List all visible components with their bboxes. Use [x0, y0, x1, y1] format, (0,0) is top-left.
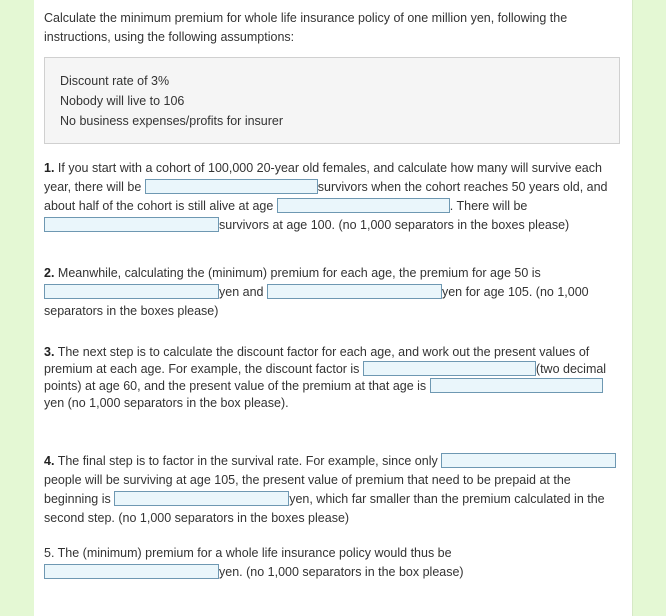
question-number: 3. [44, 345, 55, 359]
question-text: The final step is to factor in the survival rate. For example, since only [57, 454, 438, 468]
answer-input[interactable] [44, 564, 219, 579]
answer-input[interactable] [114, 491, 289, 506]
question-number: 4. [44, 454, 55, 468]
question-text: The next step is to calculate the discount factor for each age, and work out the present values of premium at each age. For example, the discount factor is [44, 345, 590, 376]
answer-input[interactable] [430, 378, 603, 393]
question-text: (two decimal points) at age 60, and the present value of the premium at that age is [44, 362, 607, 393]
question-text: yen. (no 1,000 separators in the box please) [219, 565, 464, 579]
question-number: 1. [44, 161, 55, 175]
question-text: yen for age 105. (no 1,000 separators in the boxes please) [44, 285, 589, 318]
answer-input[interactable] [44, 284, 219, 299]
question-text: people will be surviving at age 105, the present value of premium that need to be prepaid at the beginning is [44, 473, 571, 506]
question-text: yen and [219, 285, 264, 299]
assumption-item: No business expenses/profits for insurer [60, 114, 284, 128]
question-text: survivors when the cohort reaches 50 years old, and about half of the cohort is still alive at age [44, 180, 608, 213]
answer-input[interactable] [267, 284, 442, 299]
question-5 [44, 544, 620, 582]
question-number: 2. [44, 266, 55, 280]
answer-input[interactable] [44, 217, 219, 232]
question-text: yen, which far smaller than the premium calculated in the second step. (no 1,000 separators in the boxes please) [44, 492, 605, 525]
assumption-item: Discount rate of 3% [60, 74, 170, 88]
answer-input[interactable] [441, 453, 616, 468]
question-text: . There will be [449, 199, 528, 213]
answer-input[interactable] [277, 198, 450, 213]
assumption-item: Nobody will live to 106 [60, 94, 185, 108]
question-text: Meanwhile, calculating the (minimum) premium for each age, the premium for age 50 is [57, 266, 541, 280]
question-text: survivors at age 100. (no 1,000 separators in the boxes please) [219, 218, 570, 232]
question-text: If you start with a cohort of 100,000 20-year old females, and calculate how many will survive each year, there will be [44, 161, 602, 194]
answer-input[interactable] [363, 361, 536, 376]
question-1 [44, 159, 620, 235]
assumptions-box [44, 57, 620, 144]
question-4 [44, 452, 620, 528]
answer-input[interactable] [145, 179, 318, 194]
intro-text: Calculate the minimum premium for whole life insurance policy of one million yen, following the instructions, using the following assumptions: [44, 11, 568, 44]
question-panel [34, 0, 633, 616]
question-text: 5. The (minimum) premium for a whole life insurance policy would thus be [44, 546, 452, 560]
question-2 [44, 264, 620, 321]
question-text: yen (no 1,000 separators in the box please). [44, 396, 289, 410]
question-3 [44, 344, 620, 412]
